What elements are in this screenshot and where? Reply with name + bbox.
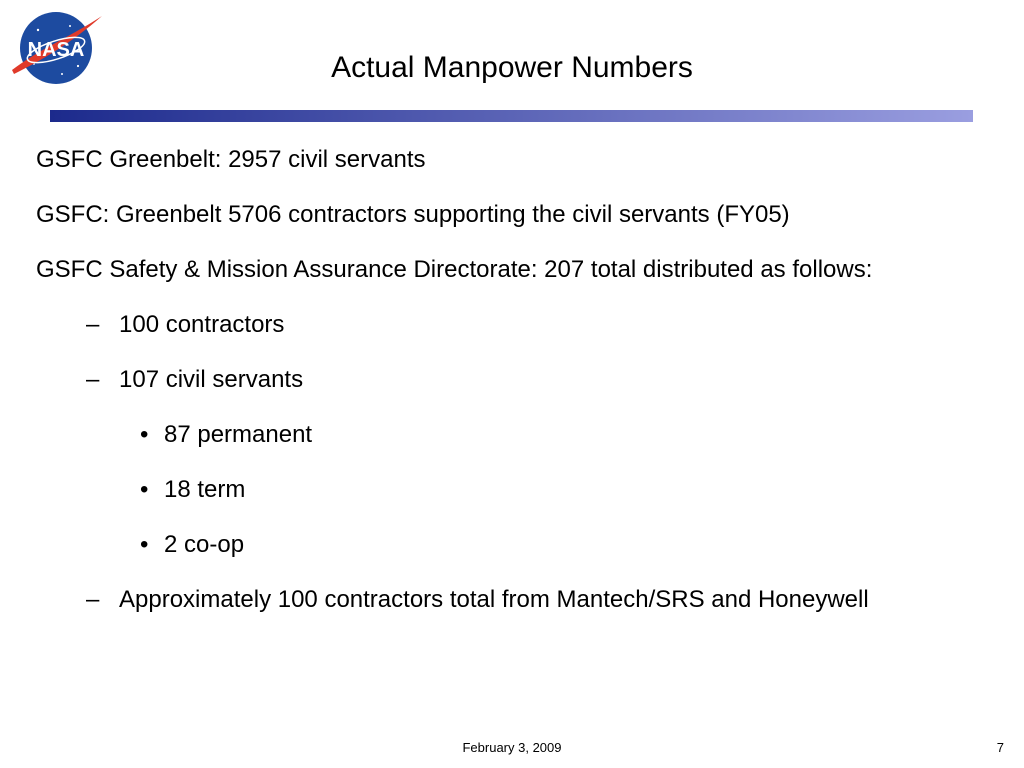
dash-bullet: – [86, 586, 100, 613]
text-18-term: 18 term [164, 476, 246, 503]
list-item [36, 583, 956, 617]
slide-body [36, 143, 956, 638]
dash-bullet: – [86, 311, 100, 338]
list-item [36, 308, 956, 342]
text-107-civil-servants: 107 civil servants [119, 366, 304, 393]
list-item [36, 528, 956, 562]
slide-title: Actual Manpower Numbers [331, 51, 693, 84]
text-gsfc-contractors: GSFC: Greenbelt 5706 contractors supporting the civil servants (FY05) [36, 201, 790, 228]
dot-bullet: • [140, 476, 149, 503]
text-2-co-op: 2 co-op [164, 531, 245, 558]
dot-bullet: • [140, 421, 149, 448]
list-item [36, 473, 956, 507]
footer-date: February 3, 2009 [462, 740, 562, 755]
text-100-contractors: 100 contractors [119, 311, 285, 338]
list-item [36, 418, 956, 452]
page-number: 7 [996, 740, 1004, 755]
text-mantech-honeywell: Approximately 100 contractors total from Mantech/SRS and Honeywell [119, 586, 869, 613]
text-sma-directorate: GSFC Safety & Mission Assurance Directorate: 207 total distributed as follows: [36, 256, 873, 283]
text-87-permanent: 87 permanent [164, 421, 313, 448]
title-underline-bar [50, 109, 973, 121]
dash-bullet: – [86, 366, 100, 393]
list-item [36, 363, 956, 397]
svg-text:NASA: NASA [27, 39, 85, 61]
text-gsfc-civil-servants: GSFC Greenbelt: 2957 civil servants [36, 146, 426, 173]
dot-bullet: • [140, 531, 149, 558]
